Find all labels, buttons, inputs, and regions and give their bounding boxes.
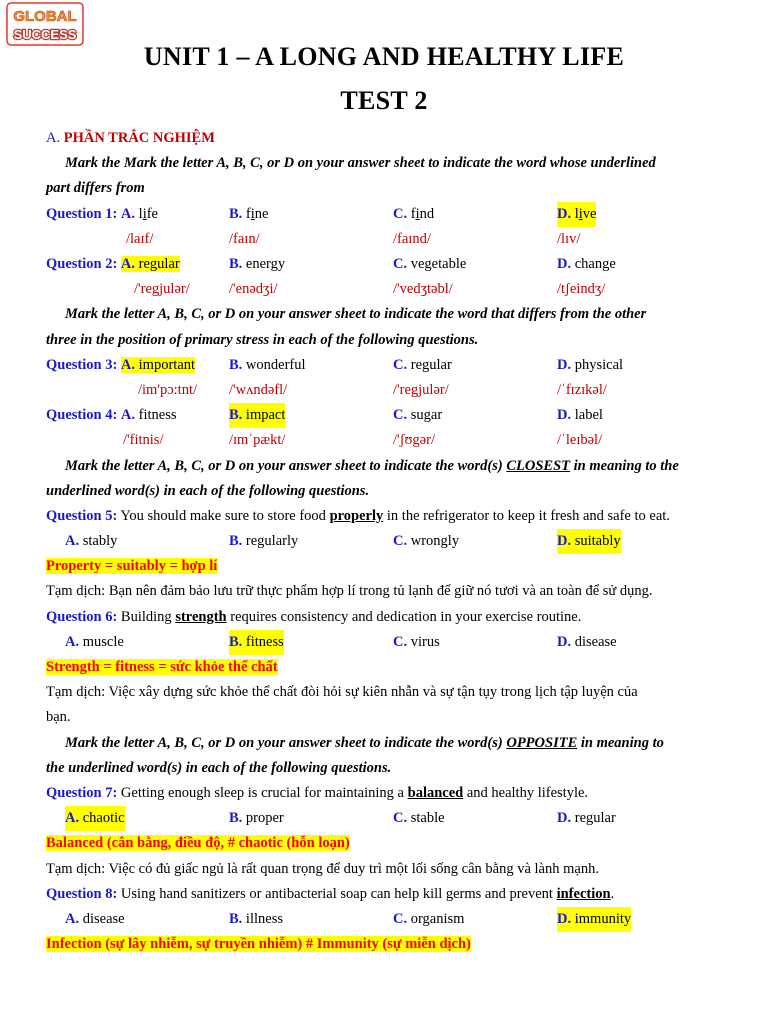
option-c[interactable]: virus (410, 633, 440, 650)
option-b[interactable]: wonderful (245, 356, 306, 373)
ipa-d: /tʃeindʒ/ (557, 281, 606, 298)
option-letter: C. (393, 356, 408, 373)
option-letter: A. (65, 810, 80, 827)
option-a[interactable]: chaotic (82, 810, 125, 827)
ipa-d: /ˈleɪbəl/ (557, 432, 603, 449)
option-d[interactable]: live (574, 205, 597, 222)
ipa-c: /'regjulər/ (393, 381, 449, 398)
answer-highlight (557, 907, 631, 932)
answer-highlight (557, 202, 596, 227)
logo-text-bottom: SUCCESS (13, 27, 77, 42)
option-letter: D. (557, 910, 572, 927)
pronunciation-instruction (46, 151, 736, 201)
underlined-word: properly (329, 507, 384, 524)
question-2 (46, 252, 736, 277)
question-5-translation: Tạm dịch: Bạn nên đảm bảo lưu trữ thực phẩm hợp lí trong tủ lạnh để giữ nó tươi và an toàn để sử dụng. (46, 583, 653, 600)
section-title: PHẦN TRẮC NGHIỆM (63, 130, 215, 146)
instruction-line: Mark the Mark the letter A, B, C, or D on your answer sheet to indicate the word whose underlined (65, 155, 656, 172)
option-letter: B. (229, 255, 243, 272)
option-letter: B. (229, 633, 243, 650)
question-label: Question 5: (46, 507, 118, 524)
option-d[interactable]: change (574, 255, 616, 272)
answer-explanation: Property = suitably = hợp lí (46, 558, 218, 575)
option-a[interactable]: important (138, 356, 196, 373)
ipa-a: /'fitnis/ (123, 432, 164, 449)
option-d[interactable]: regular (574, 810, 616, 827)
option-letter: D. (557, 633, 572, 650)
option-letter: B. (229, 356, 243, 373)
answer-highlight (121, 357, 195, 373)
option-a[interactable]: muscle (82, 633, 124, 650)
option-a[interactable]: regular (138, 255, 180, 272)
ipa-c: /faɪnd/ (393, 230, 431, 247)
instruction-line: Mark the letter A, B, C, or D on your answer sheet to indicate the word(s) OPPOSITE in meaning to (65, 734, 664, 751)
keyword-closest: CLOSEST (506, 457, 571, 474)
option-letter: A. (65, 533, 80, 550)
answer-highlight (121, 256, 180, 272)
option-letter: C. (393, 910, 408, 927)
question-6-options (46, 630, 736, 655)
option-c[interactable]: wrongly (410, 533, 460, 550)
answer-highlight (65, 806, 125, 831)
question-4-ipa (46, 428, 736, 453)
answer-highlight (229, 630, 284, 655)
question-8-options (46, 907, 736, 932)
ipa-a: /im'pɔ:tnt/ (138, 381, 197, 398)
keyword-opposite: OPPOSITE (506, 734, 578, 751)
question-3-ipa (46, 378, 736, 403)
ipa-c: /'ʃʊgər/ (393, 432, 435, 449)
ipa-d: /lɪv/ (557, 230, 581, 247)
option-b[interactable]: fitness (245, 633, 284, 650)
underlined-word: strength (175, 608, 227, 625)
option-letter: D. (557, 205, 572, 222)
option-b[interactable]: impact (245, 407, 286, 424)
question-1 (46, 202, 736, 227)
question-label: Question 1: (46, 205, 118, 222)
option-b[interactable]: proper (245, 810, 284, 827)
option-a[interactable]: stably (82, 533, 118, 550)
option-letter: D. (557, 810, 572, 827)
option-letter: D. (557, 356, 572, 373)
closest-instruction (46, 454, 736, 504)
answer-highlight (229, 403, 285, 428)
question-6-translation-cont: bạn. (46, 709, 71, 726)
option-letter: C. (393, 533, 408, 550)
option-c[interactable]: sugar (410, 407, 443, 424)
question-label: Question 2: (46, 255, 118, 272)
option-letter: A. (65, 633, 80, 650)
option-letter: B. (229, 407, 243, 424)
logo-text-top: GLOBAL (13, 8, 77, 25)
question-2-ipa (46, 277, 736, 302)
ipa-c: /'vedʒtəbl/ (393, 281, 453, 298)
option-letter: A. (65, 910, 80, 927)
section-a-heading (46, 126, 736, 151)
option-letter: C. (393, 255, 408, 272)
test-content (46, 126, 736, 957)
question-6-answer (46, 655, 736, 680)
instruction-line: part differs from (46, 180, 145, 197)
option-letter: C. (393, 407, 408, 424)
question-label: Question 7: (46, 785, 118, 801)
stress-instruction (46, 302, 736, 352)
ipa-a: /laɪf/ (126, 230, 154, 247)
question-8-answer (46, 932, 736, 957)
answer-explanation: Infection (sự lây nhiễm, sự truyền nhiễm) # Immunity (sự miễn dịch) (46, 936, 471, 953)
option-c[interactable]: stable (410, 810, 445, 827)
ipa-b: /'wʌndəfl/ (229, 381, 288, 398)
question-7-translation: Tạm dịch: Việc có đủ giấc ngủ là rất quan trọng để duy trì một lối sống cân bằng và lành mạnh. (46, 860, 599, 877)
question-8-stem: Question 8: Using hand sanitizers or antibacterial soap can help kill germs and prevent infection. (46, 885, 615, 902)
option-letter: A. (120, 356, 136, 373)
instruction-line: Mark the letter A, B, C, or D on your answer sheet to indicate the word(s) CLOSEST in meaning to the (65, 457, 679, 474)
option-letter: C. (393, 205, 408, 222)
question-5-options (46, 529, 736, 554)
instruction-line: underlined word(s) in each of the following questions. (46, 482, 370, 499)
unit-title: UNIT 1 – A LONG AND HEALTHY LIFE (143, 42, 625, 71)
underlined-word: infection (556, 885, 611, 902)
option-d[interactable]: disease (574, 633, 617, 650)
global-success-logo (6, 2, 84, 46)
question-label: Question 6: (46, 608, 118, 625)
option-letter: A. (120, 205, 136, 222)
option-letter: B. (229, 205, 243, 222)
instruction-line: three in the position of primary stress in each of the following questions. (46, 331, 479, 348)
option-letter: A. (120, 407, 136, 424)
question-6-translation: Tạm dịch: Việc xây dựng sức khỏe thể chất đòi hỏi sự kiên nhẫn và sự tận tụy trong lịch tập luyện của (46, 684, 638, 701)
option-b[interactable]: regularly (245, 533, 299, 550)
answer-explanation: Strength = fitness = sức khỏe thể chất (46, 659, 278, 676)
instruction-line: the underlined word(s) in each of the following questions. (46, 759, 392, 776)
option-letter: B. (229, 533, 243, 550)
ipa-b: /ɪmˈpækt/ (229, 432, 286, 449)
question-4 (46, 403, 736, 428)
option-d[interactable]: label (574, 407, 603, 424)
option-d[interactable]: physical (574, 356, 624, 373)
option-letter: B. (229, 910, 243, 927)
ipa-d: /ˈfɪzɪkəl/ (557, 381, 607, 398)
opposite-instruction (46, 731, 736, 781)
option-letter: D. (557, 533, 572, 550)
option-b[interactable]: energy (245, 255, 286, 272)
option-c[interactable]: organism (410, 910, 465, 927)
section-letter: A. (46, 130, 61, 146)
option-letter: C. (393, 810, 408, 827)
question-7-stem: Question 7: Getting enough sleep is crucial for maintaining a balanced and healthy lifestyle. (46, 785, 589, 801)
option-d[interactable]: immunity (574, 910, 632, 927)
option-a[interactable]: life (138, 205, 158, 222)
ipa-b: /faɪn/ (229, 230, 260, 247)
option-c[interactable]: regular (410, 356, 452, 373)
question-label: Question 3: (46, 356, 118, 373)
question-7-options (46, 806, 736, 831)
option-a[interactable]: disease (82, 910, 125, 927)
option-a[interactable]: fitness (138, 407, 177, 424)
question-label: Question 4: (46, 407, 118, 424)
test-title: TEST 2 (340, 86, 428, 115)
option-b[interactable]: fine (245, 205, 269, 222)
question-6-stem: Question 6: Building strength requires consistency and dedication in your exercise routine. (46, 608, 582, 625)
option-d[interactable]: suitably (574, 533, 621, 550)
ipa-a: /'regjulər/ (134, 281, 190, 298)
question-5-answer (46, 554, 736, 579)
option-letter: B. (229, 810, 243, 827)
ipa-b: /'enədʒi/ (229, 281, 278, 298)
underlined-word: balanced (407, 785, 464, 801)
answer-explanation: Balanced (cân bằng, điều độ, # chaotic (hỗn loạn) (46, 835, 350, 852)
question-5-stem: Question 5: You should make sure to store food properly in the refrigerator to keep it fresh and safe to eat. (46, 507, 670, 524)
option-letter: D. (557, 255, 572, 272)
question-7-answer (46, 831, 736, 856)
option-letter: A. (120, 255, 136, 272)
option-c[interactable]: find (410, 205, 435, 222)
option-b[interactable]: illness (245, 910, 283, 927)
question-3 (46, 353, 736, 378)
question-1-ipa (46, 227, 736, 252)
answer-highlight (557, 529, 621, 554)
question-label: Question 8: (46, 885, 118, 902)
option-letter: D. (557, 407, 572, 424)
instruction-line: Mark the letter A, B, C, or D on your answer sheet to indicate the word that differs from the other (65, 306, 647, 323)
option-letter: C. (393, 633, 408, 650)
option-c[interactable]: vegetable (410, 255, 467, 272)
